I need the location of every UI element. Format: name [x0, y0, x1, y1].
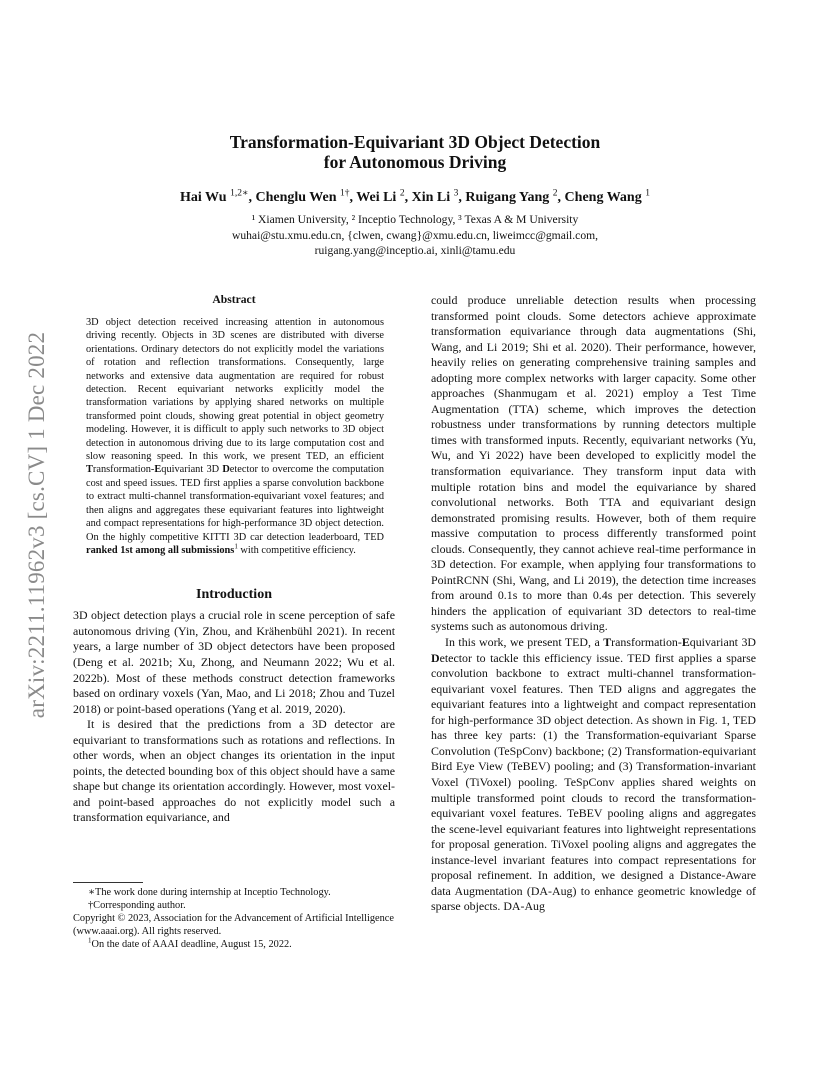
author: Chenglu Wen $^{1\dagger}$ [255, 188, 350, 205]
ranked-first-highlight: ranked 1st among all submissions [86, 544, 235, 556]
affiliation-institutions: ¹ Xiamen University, ² Inceptio Technology, ³ Texas A & M University [251, 213, 579, 226]
footnote-corresponding: †Corresponding author. [88, 900, 186, 911]
footnote-deadline: $^1$On the date of AAAI deadline, August 15, 2022. [88, 936, 292, 950]
affiliation-emails-2: ruigang.yang@inceptio.ai, xinli@tamu.edu [314, 244, 516, 257]
author: Ruigang Yang $^2$ [465, 188, 558, 205]
affiliation-emails-1: wuhai@stu.xmu.edu.cn, {clwen, cwang}@xmu.edu.cn, liweimcc@gmail.com, [231, 228, 599, 242]
abstract-text: 3D object detection received increasing attention in autonomous driving recently. Objects in 3D scenes are distributed with diverse orientations. Ordinary detectors do not explicitly model the variations of rotation and reflection transformations. Consequently, large networks and extensive data augmentation are required for robust detection. Recent equivariant networks explicitly model the transformation variations by applying shared networks on multiple transformed point clouds, showing great potential in object geometry modeling. However, it is difficult to apply such networks to 3D object detection in autonomous driving due to its large computation cost and slow reasoning speed. In this work, we present TED, an efficient Transformation-Equivariant 3D Detector to overcome the computation cost and speed issues. TED first applies a sparse convolution backbone to extract multi-channel transformation-equivariant voxel features; and then aligns and aggregates these equivariant features into lightweight and compact representations for high-performance 3D object detection. On the highly competitive KITTI 3D car detection leaderboard, TED ranked 1st among all submissions$^1$ with competitive efficiency. [86, 317, 385, 556]
intro-paragraph-1: 3D object detection plays a crucial role in scene perception of safe autonomous driving (Yin, Zhou, and Krähenbühl 2021). In recent years, a large number of 3D object detectors have been proposed (Deng et al. 2021b; Xu, Zhong, and Neumann 2022; Wu et al. 2022b). Most of these methods construct detection frameworks based on ordinary voxels (Yan, Mao, and Li 2018; Zhou and Tuzel 2018) or point-based operations (Yang et al. 2019, 2020). [73, 608, 395, 716]
left-column [73, 293, 395, 826]
author: Xin Li $^3$ [411, 188, 459, 205]
arxiv-identifier: arXiv:2211.11962v3 [cs.CV] 1 Dec 2022 [24, 331, 49, 719]
arxiv-stamp [22, 290, 52, 760]
right-column [431, 293, 756, 915]
paper-title [80, 132, 750, 172]
time-value: 0.4s [592, 588, 613, 603]
footnote-divider [73, 882, 143, 883]
author: Wei Li $^2$ [356, 188, 405, 205]
intro-paragraph-2: It is desired that the predictions from a 3D detector are equivariant to transformations such as rotations and reflections. In other words, when an object changes its orientation in the input points, the detected bounding box of this object should have a same shape but change its orientation accordingly. However, most voxel- and point-based approaches do not explicitly model such a transformation equivariance, and [73, 717, 395, 825]
abstract-heading: Abstract [212, 293, 256, 306]
right-paragraph-1: could produce unreliable detection results when processing transformed point clouds. Some detectors achieve approximate transformation equivariance through data augmentations (Shi, Wang, and Li 2019; Shi et al. 2020). Their performance, however, heavily relies on generating comprehensive training samples and adopting more complex networks with larger capacity. Some other approaches (Shanmugam et al. 2021) employ a Test Time Augmentation (TTA) scheme, which improves the detection robustness under transformations by running detectors multiple times with transformed inputs. Recently, equivariant networks (Yu, Wu, and Yi 2022) have been developed to explicitly model the transformation equivariance. They transform input data with multiple rotation bins and model the equivariance by shared convolutional networks. Both TTA and equivariant design demonstrated promising results. However, both of them require massive computation to process differently transformed point clouds. Consequently, they cannot achieve real-time performance in 3D detection. For example, when applying four transformations to PointRCNN (Shi, Wang, and Li 2019), the detection time increases from around 0.1s to more than 0.4s per detection. This severely hinders the application of equivariant 3D detectors to real-time systems such as autonomous driving. [431, 293, 757, 634]
author: Hai Wu $^{1,2∗}$ [180, 188, 249, 205]
author: Cheng Wang $^1$ [564, 188, 650, 205]
introduction-heading: Introduction [196, 587, 272, 603]
copyright-notice: Copyright © 2023, Association for the Advancement of Artificial Intelligence (www.aaai.org). All rights reserved. [73, 913, 394, 937]
title-line-2: for Autonomous Driving [323, 152, 507, 172]
footnote-internship: ∗The work done during internship at Inceptio Technology. [88, 887, 331, 898]
affiliations [80, 212, 750, 259]
footnotes [73, 886, 395, 951]
author-list: Hai Wu $^{1,2∗}$, Chenglu Wen $^{1\dagger}$, Wei Li $^2$, Xin Li $^3$, Ruigang Yang $^2$, Cheng Wang $^1$ [180, 188, 650, 205]
time-value: 0.1s [497, 588, 518, 603]
title-line-1: Transformation-Equivariant 3D Object Detection [229, 132, 601, 152]
right-paragraph-2: In this work, we present TED, a Transformation-Equivariant 3D Detector to tackle this efficiency issue. TED first applies a sparse convolution backbone to extract multi-channel transformation-equivariant voxel features. Then TED aligns and aggregates the equivariant features into a lightweight and compact representation for high-performance 3D object detection. As shown in Fig. 1, TED has three key parts: (1) the Transformation-equivariant Sparse Convolution (TeSpConv) backbone; (2) Transformation-equivariant Bird Eye View (TeBEV) pooling; and (3) Transformation-invariant Voxel (TiVoxel) pooling. TeSpConv applies shared weights on multiple transformed point clouds to record the transformation-equivariant voxel features. TeBEV pooling aligns and aggregates the scene-level equivariant features into lightweight representations for proposal generation. TiVoxel pooling aligns and aggregates the instance-level invariant features into compact representations for proposal refinement. In addition, we designed a Distance-Aware data Augmentation (DA-Aug) to enhance geometric knowledge of sparse objects. DA-Aug [431, 635, 757, 914]
